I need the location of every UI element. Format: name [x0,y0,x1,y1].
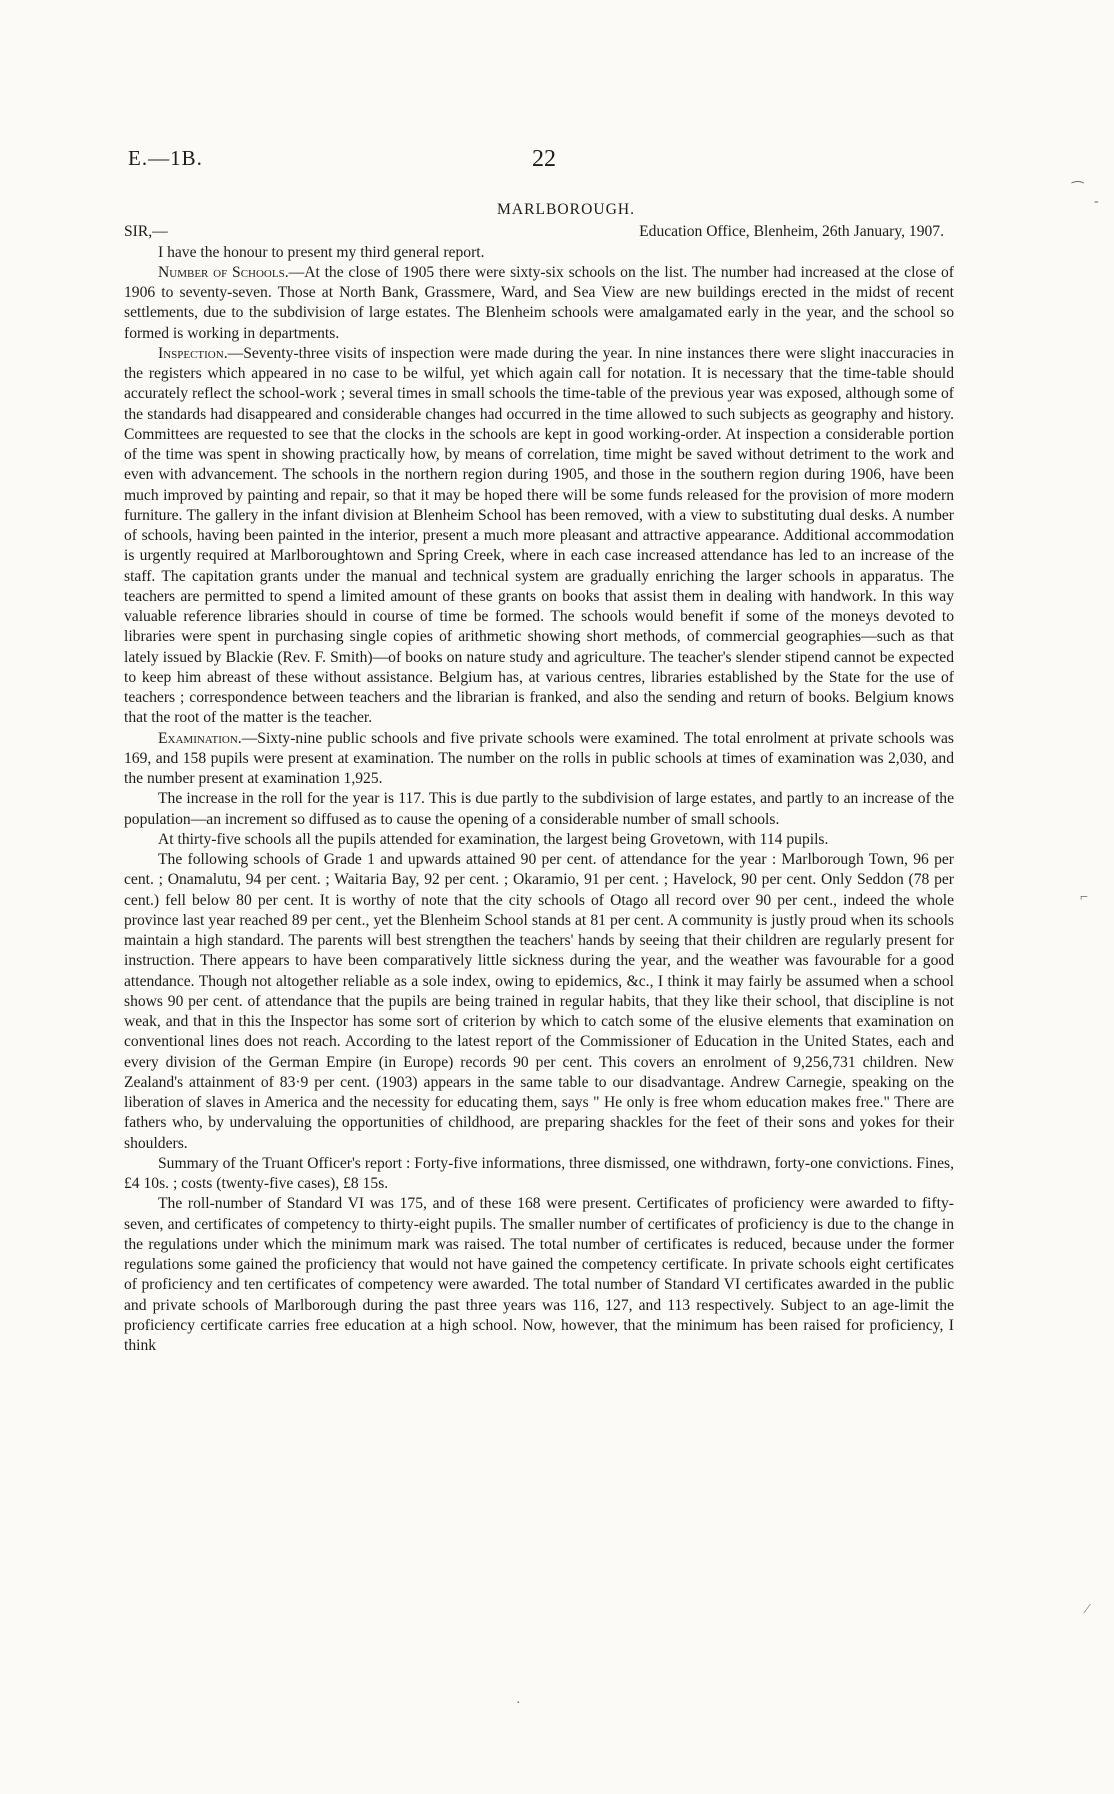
paragraph-text: —Sixty-nine public schools and five private schools were examined. The total enrolment at private schools was 169, and 158 pupils were present at examination. The number on the rolls in public schools at times of examination was 2,030, and the number present at examination 1,925. [124,729,954,787]
paragraph-number-of-schools [124,263,954,344]
paragraph-text: The increase in the roll for the year is 117. This is due partly to the subdivision of large estates, and partly to an increase of the population—an increment so diffused as to cause the opening of a considerable number of small schools. [124,790,954,828]
paragraph-examination [124,729,954,790]
document-reference: E.—1B. [128,146,203,170]
paragraph-text: Summary of the Truant Officer's report : Forty-five informations, three dismissed, one withdrawn, forty-one convictions. Fines, £4 10s. ; costs (twenty-five cases), £8 15s. [124,1154,954,1192]
page-number: 22 [532,146,556,172]
salutation-line [124,222,954,242]
paragraph-standard-six [124,1194,954,1356]
section-heading: Number of Schools. [158,263,289,281]
paragraph-text: At thirty-five schools all the pupils attended for examination, the largest being Grovetown, with 114 pupils. [158,830,829,848]
margin-mark: ⁄ [1086,1602,1089,1617]
paragraph-roll-increase [124,789,954,830]
paragraph-text: The roll-number of Standard VI was 175, and of these 168 were present. Certificates of proficiency were awarded to fifty-seven, and certificates of competency to thirty-eight pupils. The smaller number of certificates of proficiency is due to the change in the regulations under which the minimum mark was raised. The total number of certificates is reduced, because under the former regulations some gained the proficiency that would not have gained the competency certificate. In private schools eight certificates of proficiency and ten certificates of competency were awarded. The total number of Standard VI certificates awarded in the public and private schools of Marlborough during the past three years was 116, 127, and 113 respectively. Subject to an age-limit the proficiency certificate carries free education at a high school. Now, however, that the minimum has been raised for proficiency, I think [124,1195,954,1354]
paragraph-intro [124,243,954,263]
margin-mark: · [516,1696,521,1711]
paragraph-truant-officer [124,1154,954,1195]
margin-mark: - [1094,194,1099,209]
report-title: MARLBOROUGH. [496,201,636,218]
margin-mark: ⌐ [1080,890,1088,905]
paragraph-inspection [124,344,954,729]
report-body [124,200,954,1356]
paragraph-full-attendance [124,830,954,850]
paragraph-attendance-rates [124,850,954,1154]
paragraph-text: I have the honour to present my third general report. [158,243,485,261]
salutation: SIR,— [124,223,168,241]
margin-mark: ⁀ [1072,183,1084,198]
office-date-line: Education Office, Blenheim, 26th January, 1907. [639,223,944,241]
paragraph-text: —Seventy-three visits of inspection were made during the year. In nine instances there were slight inaccuracies in the registers which appeared in no case to be wilful, yet which again call for notation. It is necessary that the time-table should accurately reflect the school-work ; several times in small schools the time-table of the previous year was exposed, although some of the standards had disappeared and considerable changes had occurred in the time allowed to such subjects as geography and history. Committees are requested to see that the clocks in the schools are kept in good working-order. At inspection a considerable portion of the time was spent in showing practically how, by means of correlation, time might be saved without detriment to the work and even with advancement. The schools in the northern region during 1905, and those in the southern region during 1906, have been much improved by painting and repair, so that it may be hoped there will be some funds released for the provision of more modern furniture. The gallery in the infant division at Blenheim School has been removed, with a view to substituting dual desks. A number of schools, having been painted in the interior, present a much more pleasant and attractive appearance. Additional accommodation is urgently required at Marlboroughtown and Spring Creek, where in each case increased attendance has led to an increase of the staff. The capitation grants under the manual and technical system are gradually enriching the larger schools in apparatus. The teachers are permitted to spend a limited amount of these grants on books that assist them in dealing with handwork. In this way valuable reference libraries should in course of time be formed. The schools would benefit if some of the moneys devoted to libraries were spent in purchasing single copies of arithmetic showing short methods, of commercial geographies—such as that lately issued by Blackie (Rev. F. Smith)—of books on nature study and agriculture. The teacher's slender stipend cannot be expected to keep him abreast of these without assistance. Belgium has, at various centres, libraries established by the State for the use of teachers ; correspondence between teachers and the librarian is franked, and also the sending and return of books. Belgium knows that the root of the matter is the teacher. [124,344,954,727]
paragraph-text: —At the close of 1905 there were sixty-six schools on the list. The number had increased at the close of 1906 to seventy-seven. Those at North Bank, Grassmere, Ward, and Sea View are new buildings erected in the midst of recent settlements, due to the subdivision of large estates. The Blenheim schools were amalgamated early in the year, and the school so formed is working in departments. [124,263,954,342]
section-heading: Examination. [158,729,242,747]
section-heading: Inspection. [158,344,228,362]
paragraph-text: The following schools of Grade 1 and upwards attained 90 per cent. of attendance for the year : Marlborough Town, 96 per cent. ; Onamalutu, 94 per cent. ; Waitaria Bay, 92 per cent. ; Okaramio, 91 per cent. ; Havelock, 90 per cent. Only Seddon (78 per cent.) fell below 80 per cent. It is worthy of note that the city schools of Otago all record over 90 per cent., indeed the whole province last year reached 89 per cent., yet the Blenheim School stands at 81 per cent. A community is justly proud when its schools maintain a high standard. The parents will best strengthen the teachers' hands by seeing that their children are regularly present for instruction. There appears to have been comparatively little sickness during the year, and the weather was favourable for a good attendance. Though not altogether reliable as a sole index, owing to epidemics, &c., I think it may fairly be assumed when a school shows 90 per cent. of attendance that the pupils are being trained in regular habits, that they like their school, that discipline is not weak, and that in this the Inspector has some sort of criterion by which to catch some of the elusive elements that examination on conventional lines does not reach. According to the latest report of the Commissioner of Education in the United States, each and every division of the German Empire (in Europe) records 90 per cent. This covers an enrolment of 9,256,731 children. New Zealand's attainment of 83·9 per cent. (1903) appears in the same table to our disadvantage. Andrew Carnegie, speaking on the liberation of slaves in America and the necessity for educating them, says " He only is free whom education makes free." There are fathers who, by undervaluing the opportunities of childhood, are preparing shackles for the feet of their sons and yokes for their shoulders. [124,851,954,1152]
page-header [124,146,954,176]
